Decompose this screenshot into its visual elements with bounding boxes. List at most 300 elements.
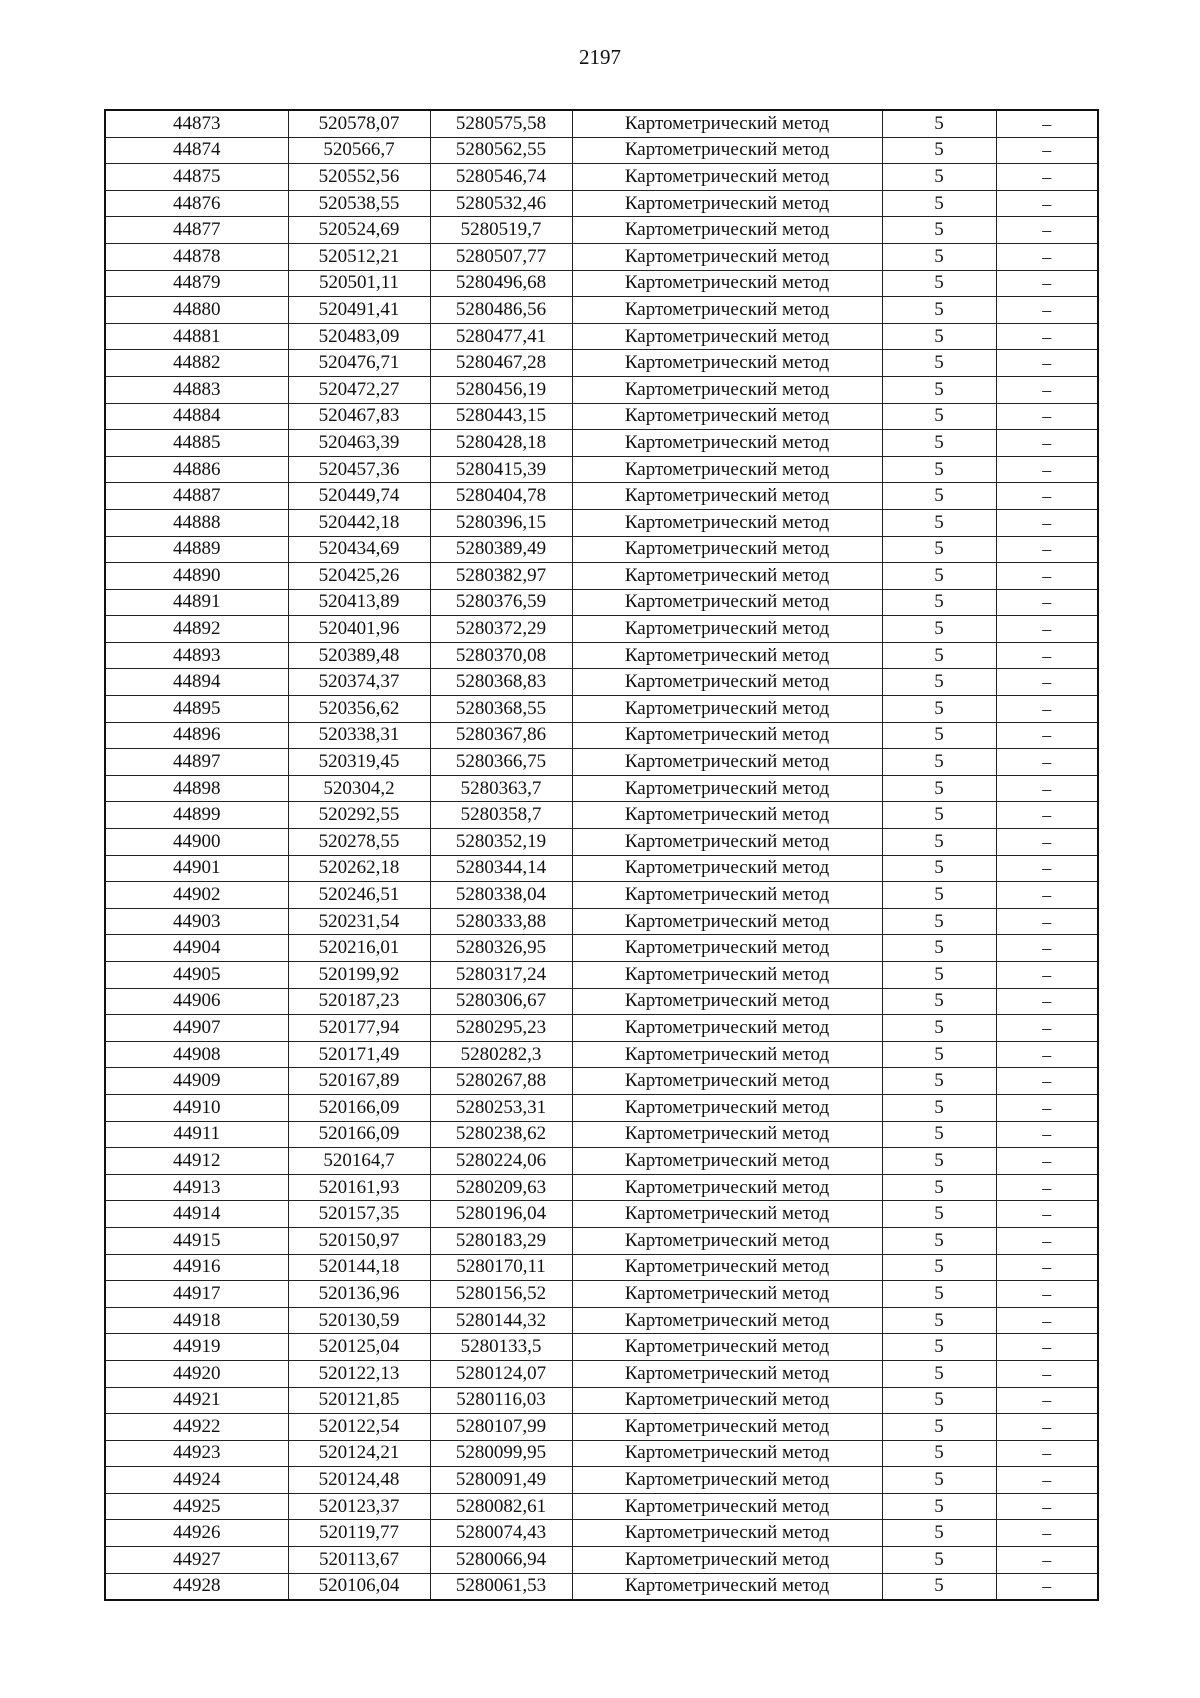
y-coordinate-cell: 5280066,94 bbox=[430, 1547, 572, 1574]
accuracy-cell: 5 bbox=[882, 696, 996, 723]
x-coordinate-cell: 520231,54 bbox=[288, 908, 430, 935]
y-coordinate-cell: 5280507,77 bbox=[430, 243, 572, 270]
x-coordinate-cell: 520171,49 bbox=[288, 1041, 430, 1068]
x-coordinate-cell: 520491,41 bbox=[288, 297, 430, 324]
x-coordinate-cell: 520566,7 bbox=[288, 137, 430, 164]
note-cell: – bbox=[996, 1174, 1098, 1201]
method-cell: Картометрический метод bbox=[572, 1493, 882, 1520]
table-row bbox=[105, 1493, 1098, 1520]
note-cell: – bbox=[996, 1334, 1098, 1361]
y-coordinate-cell: 5280183,29 bbox=[430, 1227, 572, 1254]
note-cell: – bbox=[996, 642, 1098, 669]
y-coordinate-cell: 5280496,68 bbox=[430, 270, 572, 297]
note-cell: – bbox=[996, 1520, 1098, 1547]
accuracy-cell: 5 bbox=[882, 1360, 996, 1387]
point-number-cell: 44899 bbox=[105, 802, 288, 829]
accuracy-cell: 5 bbox=[882, 1440, 996, 1467]
x-coordinate-cell: 520356,62 bbox=[288, 696, 430, 723]
table-row bbox=[105, 1520, 1098, 1547]
table-row bbox=[105, 430, 1098, 457]
table-row bbox=[105, 243, 1098, 270]
point-number-cell: 44922 bbox=[105, 1414, 288, 1441]
point-number-cell: 44896 bbox=[105, 722, 288, 749]
x-coordinate-cell: 520113,67 bbox=[288, 1547, 430, 1574]
note-cell: – bbox=[996, 1068, 1098, 1095]
point-number-cell: 44891 bbox=[105, 589, 288, 616]
note-cell: – bbox=[996, 270, 1098, 297]
x-coordinate-cell: 520124,48 bbox=[288, 1467, 430, 1494]
accuracy-cell: 5 bbox=[882, 376, 996, 403]
point-number-cell: 44873 bbox=[105, 110, 288, 137]
y-coordinate-cell: 5280338,04 bbox=[430, 882, 572, 909]
accuracy-cell: 5 bbox=[882, 589, 996, 616]
method-cell: Картометрический метод bbox=[572, 1547, 882, 1574]
accuracy-cell: 5 bbox=[882, 509, 996, 536]
accuracy-cell: 5 bbox=[882, 1201, 996, 1228]
y-coordinate-cell: 5280133,5 bbox=[430, 1334, 572, 1361]
method-cell: Картометрический метод bbox=[572, 1227, 882, 1254]
table-row bbox=[105, 190, 1098, 217]
accuracy-cell: 5 bbox=[882, 1520, 996, 1547]
table-row bbox=[105, 1387, 1098, 1414]
point-number-cell: 44877 bbox=[105, 217, 288, 244]
method-cell: Картометрический метод bbox=[572, 350, 882, 377]
table-row bbox=[105, 1227, 1098, 1254]
table-row bbox=[105, 616, 1098, 643]
point-number-cell: 44905 bbox=[105, 962, 288, 989]
note-cell: – bbox=[996, 1360, 1098, 1387]
method-cell: Картометрический метод bbox=[572, 110, 882, 137]
x-coordinate-cell: 520177,94 bbox=[288, 1015, 430, 1042]
accuracy-cell: 5 bbox=[882, 1414, 996, 1441]
table-row bbox=[105, 1547, 1098, 1574]
accuracy-cell: 5 bbox=[882, 829, 996, 856]
table-row bbox=[105, 1573, 1098, 1600]
table-row bbox=[105, 1334, 1098, 1361]
accuracy-cell: 5 bbox=[882, 110, 996, 137]
x-coordinate-cell: 520278,55 bbox=[288, 829, 430, 856]
accuracy-cell: 5 bbox=[882, 563, 996, 590]
method-cell: Картометрический метод bbox=[572, 722, 882, 749]
table-row bbox=[105, 1068, 1098, 1095]
point-number-cell: 44913 bbox=[105, 1174, 288, 1201]
point-number-cell: 44902 bbox=[105, 882, 288, 909]
method-cell: Картометрический метод bbox=[572, 456, 882, 483]
note-cell: – bbox=[996, 137, 1098, 164]
y-coordinate-cell: 5280376,59 bbox=[430, 589, 572, 616]
point-number-cell: 44897 bbox=[105, 749, 288, 776]
x-coordinate-cell: 520425,26 bbox=[288, 563, 430, 590]
table-row bbox=[105, 1121, 1098, 1148]
method-cell: Картометрический метод bbox=[572, 1281, 882, 1308]
x-coordinate-cell: 520457,36 bbox=[288, 456, 430, 483]
accuracy-cell: 5 bbox=[882, 190, 996, 217]
table-row bbox=[105, 829, 1098, 856]
point-number-cell: 44878 bbox=[105, 243, 288, 270]
note-cell: – bbox=[996, 802, 1098, 829]
accuracy-cell: 5 bbox=[882, 616, 996, 643]
note-cell: – bbox=[996, 297, 1098, 324]
note-cell: – bbox=[996, 1467, 1098, 1494]
table-row bbox=[105, 323, 1098, 350]
note-cell: – bbox=[996, 1254, 1098, 1281]
method-cell: Картометрический метод bbox=[572, 217, 882, 244]
note-cell: – bbox=[996, 855, 1098, 882]
point-number-cell: 44904 bbox=[105, 935, 288, 962]
point-number-cell: 44927 bbox=[105, 1547, 288, 1574]
table-row bbox=[105, 1174, 1098, 1201]
note-cell: – bbox=[996, 536, 1098, 563]
y-coordinate-cell: 5280575,58 bbox=[430, 110, 572, 137]
method-cell: Картометрический метод bbox=[572, 1121, 882, 1148]
table-row bbox=[105, 642, 1098, 669]
point-number-cell: 44912 bbox=[105, 1148, 288, 1175]
note-cell: – bbox=[996, 1414, 1098, 1441]
method-cell: Картометрический метод bbox=[572, 164, 882, 191]
coordinates-table bbox=[104, 109, 1099, 1601]
x-coordinate-cell: 520401,96 bbox=[288, 616, 430, 643]
table-row bbox=[105, 962, 1098, 989]
y-coordinate-cell: 5280404,78 bbox=[430, 483, 572, 510]
y-coordinate-cell: 5280415,39 bbox=[430, 456, 572, 483]
note-cell: – bbox=[996, 217, 1098, 244]
table-row bbox=[105, 775, 1098, 802]
point-number-cell: 44910 bbox=[105, 1094, 288, 1121]
method-cell: Картометрический метод bbox=[572, 696, 882, 723]
x-coordinate-cell: 520476,71 bbox=[288, 350, 430, 377]
y-coordinate-cell: 5280317,24 bbox=[430, 962, 572, 989]
y-coordinate-cell: 5280170,11 bbox=[430, 1254, 572, 1281]
accuracy-cell: 5 bbox=[882, 962, 996, 989]
point-number-cell: 44918 bbox=[105, 1307, 288, 1334]
accuracy-cell: 5 bbox=[882, 1148, 996, 1175]
method-cell: Картометрический метод bbox=[572, 829, 882, 856]
point-number-cell: 44926 bbox=[105, 1520, 288, 1547]
x-coordinate-cell: 520262,18 bbox=[288, 855, 430, 882]
x-coordinate-cell: 520166,09 bbox=[288, 1121, 430, 1148]
accuracy-cell: 5 bbox=[882, 536, 996, 563]
point-number-cell: 44880 bbox=[105, 297, 288, 324]
x-coordinate-cell: 520124,21 bbox=[288, 1440, 430, 1467]
x-coordinate-cell: 520119,77 bbox=[288, 1520, 430, 1547]
x-coordinate-cell: 520144,18 bbox=[288, 1254, 430, 1281]
method-cell: Картометрический метод bbox=[572, 1307, 882, 1334]
accuracy-cell: 5 bbox=[882, 243, 996, 270]
point-number-cell: 44892 bbox=[105, 616, 288, 643]
method-cell: Картометрический метод bbox=[572, 536, 882, 563]
note-cell: – bbox=[996, 696, 1098, 723]
table-row bbox=[105, 722, 1098, 749]
y-coordinate-cell: 5280116,03 bbox=[430, 1387, 572, 1414]
x-coordinate-cell: 520136,96 bbox=[288, 1281, 430, 1308]
accuracy-cell: 5 bbox=[882, 642, 996, 669]
table-row bbox=[105, 988, 1098, 1015]
y-coordinate-cell: 5280477,41 bbox=[430, 323, 572, 350]
point-number-cell: 44923 bbox=[105, 1440, 288, 1467]
point-number-cell: 44890 bbox=[105, 563, 288, 590]
page-number: 2197 bbox=[579, 45, 621, 69]
method-cell: Картометрический метод bbox=[572, 243, 882, 270]
point-number-cell: 44901 bbox=[105, 855, 288, 882]
y-coordinate-cell: 5280562,55 bbox=[430, 137, 572, 164]
table-body bbox=[105, 110, 1098, 1600]
accuracy-cell: 5 bbox=[882, 403, 996, 430]
method-cell: Картометрический метод bbox=[572, 616, 882, 643]
table-row bbox=[105, 1201, 1098, 1228]
point-number-cell: 44879 bbox=[105, 270, 288, 297]
y-coordinate-cell: 5280107,99 bbox=[430, 1414, 572, 1441]
method-cell: Картометрический метод bbox=[572, 403, 882, 430]
table-row bbox=[105, 935, 1098, 962]
point-number-cell: 44895 bbox=[105, 696, 288, 723]
note-cell: – bbox=[996, 376, 1098, 403]
table-row bbox=[105, 749, 1098, 776]
point-number-cell: 44885 bbox=[105, 430, 288, 457]
table-row bbox=[105, 563, 1098, 590]
method-cell: Картометрический метод bbox=[572, 1334, 882, 1361]
method-cell: Картометрический метод bbox=[572, 430, 882, 457]
point-number-cell: 44884 bbox=[105, 403, 288, 430]
x-coordinate-cell: 520166,09 bbox=[288, 1094, 430, 1121]
point-number-cell: 44916 bbox=[105, 1254, 288, 1281]
y-coordinate-cell: 5280144,32 bbox=[430, 1307, 572, 1334]
accuracy-cell: 5 bbox=[882, 1281, 996, 1308]
point-number-cell: 44928 bbox=[105, 1573, 288, 1600]
note-cell: – bbox=[996, 1094, 1098, 1121]
accuracy-cell: 5 bbox=[882, 1334, 996, 1361]
table-row bbox=[105, 1041, 1098, 1068]
table-row bbox=[105, 589, 1098, 616]
accuracy-cell: 5 bbox=[882, 1094, 996, 1121]
point-number-cell: 44875 bbox=[105, 164, 288, 191]
accuracy-cell: 5 bbox=[882, 1015, 996, 1042]
note-cell: – bbox=[996, 775, 1098, 802]
point-number-cell: 44919 bbox=[105, 1334, 288, 1361]
x-coordinate-cell: 520472,27 bbox=[288, 376, 430, 403]
method-cell: Картометрический метод bbox=[572, 855, 882, 882]
method-cell: Картометрический метод bbox=[572, 137, 882, 164]
x-coordinate-cell: 520292,55 bbox=[288, 802, 430, 829]
point-number-cell: 44907 bbox=[105, 1015, 288, 1042]
method-cell: Картометрический метод bbox=[572, 669, 882, 696]
note-cell: – bbox=[996, 509, 1098, 536]
table-row bbox=[105, 297, 1098, 324]
table-row bbox=[105, 1307, 1098, 1334]
accuracy-cell: 5 bbox=[882, 855, 996, 882]
note-cell: – bbox=[996, 1493, 1098, 1520]
point-number-cell: 44906 bbox=[105, 988, 288, 1015]
y-coordinate-cell: 5280333,88 bbox=[430, 908, 572, 935]
table-row bbox=[105, 350, 1098, 377]
x-coordinate-cell: 520442,18 bbox=[288, 509, 430, 536]
note-cell: – bbox=[996, 323, 1098, 350]
y-coordinate-cell: 5280372,29 bbox=[430, 616, 572, 643]
table-row bbox=[105, 882, 1098, 909]
point-number-cell: 44917 bbox=[105, 1281, 288, 1308]
note-cell: – bbox=[996, 430, 1098, 457]
point-number-cell: 44876 bbox=[105, 190, 288, 217]
x-coordinate-cell: 520246,51 bbox=[288, 882, 430, 909]
point-number-cell: 44888 bbox=[105, 509, 288, 536]
accuracy-cell: 5 bbox=[882, 988, 996, 1015]
point-number-cell: 44924 bbox=[105, 1467, 288, 1494]
y-coordinate-cell: 5280156,52 bbox=[430, 1281, 572, 1308]
y-coordinate-cell: 5280238,62 bbox=[430, 1121, 572, 1148]
x-coordinate-cell: 520164,7 bbox=[288, 1148, 430, 1175]
accuracy-cell: 5 bbox=[882, 164, 996, 191]
note-cell: – bbox=[996, 1281, 1098, 1308]
accuracy-cell: 5 bbox=[882, 137, 996, 164]
y-coordinate-cell: 5280382,97 bbox=[430, 563, 572, 590]
note-cell: – bbox=[996, 829, 1098, 856]
table-row bbox=[105, 696, 1098, 723]
x-coordinate-cell: 520449,74 bbox=[288, 483, 430, 510]
y-coordinate-cell: 5280061,53 bbox=[430, 1573, 572, 1600]
y-coordinate-cell: 5280519,7 bbox=[430, 217, 572, 244]
y-coordinate-cell: 5280124,07 bbox=[430, 1360, 572, 1387]
note-cell: – bbox=[996, 882, 1098, 909]
y-coordinate-cell: 5280074,43 bbox=[430, 1520, 572, 1547]
table-row bbox=[105, 1281, 1098, 1308]
note-cell: – bbox=[996, 1573, 1098, 1600]
table-row bbox=[105, 456, 1098, 483]
note-cell: – bbox=[996, 483, 1098, 510]
x-coordinate-cell: 520130,59 bbox=[288, 1307, 430, 1334]
table-row bbox=[105, 403, 1098, 430]
table-row bbox=[105, 483, 1098, 510]
note-cell: – bbox=[996, 749, 1098, 776]
method-cell: Картометрический метод bbox=[572, 802, 882, 829]
accuracy-cell: 5 bbox=[882, 1307, 996, 1334]
method-cell: Картометрический метод bbox=[572, 376, 882, 403]
note-cell: – bbox=[996, 908, 1098, 935]
y-coordinate-cell: 5280546,74 bbox=[430, 164, 572, 191]
x-coordinate-cell: 520538,55 bbox=[288, 190, 430, 217]
x-coordinate-cell: 520125,04 bbox=[288, 1334, 430, 1361]
note-cell: – bbox=[996, 1148, 1098, 1175]
accuracy-cell: 5 bbox=[882, 722, 996, 749]
method-cell: Картометрический метод bbox=[572, 882, 882, 909]
x-coordinate-cell: 520304,2 bbox=[288, 775, 430, 802]
point-number-cell: 44903 bbox=[105, 908, 288, 935]
table-row bbox=[105, 376, 1098, 403]
point-number-cell: 44915 bbox=[105, 1227, 288, 1254]
x-coordinate-cell: 520552,56 bbox=[288, 164, 430, 191]
point-number-cell: 44893 bbox=[105, 642, 288, 669]
y-coordinate-cell: 5280209,63 bbox=[430, 1174, 572, 1201]
x-coordinate-cell: 520106,04 bbox=[288, 1573, 430, 1600]
y-coordinate-cell: 5280368,55 bbox=[430, 696, 572, 723]
method-cell: Картометрический метод bbox=[572, 1387, 882, 1414]
x-coordinate-cell: 520319,45 bbox=[288, 749, 430, 776]
x-coordinate-cell: 520463,39 bbox=[288, 430, 430, 457]
x-coordinate-cell: 520434,69 bbox=[288, 536, 430, 563]
method-cell: Картометрический метод bbox=[572, 1573, 882, 1600]
accuracy-cell: 5 bbox=[882, 1467, 996, 1494]
table-row bbox=[105, 1360, 1098, 1387]
y-coordinate-cell: 5280082,61 bbox=[430, 1493, 572, 1520]
note-cell: – bbox=[996, 243, 1098, 270]
x-coordinate-cell: 520157,35 bbox=[288, 1201, 430, 1228]
y-coordinate-cell: 5280370,08 bbox=[430, 642, 572, 669]
method-cell: Картометрический метод bbox=[572, 270, 882, 297]
method-cell: Картометрический метод bbox=[572, 935, 882, 962]
x-coordinate-cell: 520578,07 bbox=[288, 110, 430, 137]
y-coordinate-cell: 5280282,3 bbox=[430, 1041, 572, 1068]
accuracy-cell: 5 bbox=[882, 483, 996, 510]
note-cell: – bbox=[996, 589, 1098, 616]
accuracy-cell: 5 bbox=[882, 1387, 996, 1414]
point-number-cell: 44920 bbox=[105, 1360, 288, 1387]
y-coordinate-cell: 5280344,14 bbox=[430, 855, 572, 882]
note-cell: – bbox=[996, 1041, 1098, 1068]
accuracy-cell: 5 bbox=[882, 217, 996, 244]
point-number-cell: 44894 bbox=[105, 669, 288, 696]
x-coordinate-cell: 520199,92 bbox=[288, 962, 430, 989]
note-cell: – bbox=[996, 616, 1098, 643]
point-number-cell: 44921 bbox=[105, 1387, 288, 1414]
table-row bbox=[105, 509, 1098, 536]
method-cell: Картометрический метод bbox=[572, 642, 882, 669]
point-number-cell: 44886 bbox=[105, 456, 288, 483]
note-cell: – bbox=[996, 1547, 1098, 1574]
y-coordinate-cell: 5280224,06 bbox=[430, 1148, 572, 1175]
method-cell: Картометрический метод bbox=[572, 1360, 882, 1387]
note-cell: – bbox=[996, 962, 1098, 989]
method-cell: Картометрический метод bbox=[572, 509, 882, 536]
method-cell: Картометрический метод bbox=[572, 483, 882, 510]
y-coordinate-cell: 5280532,46 bbox=[430, 190, 572, 217]
point-number-cell: 44889 bbox=[105, 536, 288, 563]
accuracy-cell: 5 bbox=[882, 908, 996, 935]
method-cell: Картометрический метод bbox=[572, 1094, 882, 1121]
x-coordinate-cell: 520467,83 bbox=[288, 403, 430, 430]
method-cell: Картометрический метод bbox=[572, 1440, 882, 1467]
method-cell: Картометрический метод bbox=[572, 297, 882, 324]
table-row bbox=[105, 1015, 1098, 1042]
accuracy-cell: 5 bbox=[882, 882, 996, 909]
accuracy-cell: 5 bbox=[882, 1547, 996, 1574]
accuracy-cell: 5 bbox=[882, 1227, 996, 1254]
note-cell: – bbox=[996, 350, 1098, 377]
table-row bbox=[105, 1467, 1098, 1494]
method-cell: Картометрический метод bbox=[572, 1254, 882, 1281]
point-number-cell: 44914 bbox=[105, 1201, 288, 1228]
point-number-cell: 44908 bbox=[105, 1041, 288, 1068]
table-row bbox=[105, 855, 1098, 882]
method-cell: Картометрический метод bbox=[572, 190, 882, 217]
x-coordinate-cell: 520501,11 bbox=[288, 270, 430, 297]
y-coordinate-cell: 5280352,19 bbox=[430, 829, 572, 856]
method-cell: Картометрический метод bbox=[572, 749, 882, 776]
point-number-cell: 44900 bbox=[105, 829, 288, 856]
note-cell: – bbox=[996, 1015, 1098, 1042]
table-row bbox=[105, 1254, 1098, 1281]
x-coordinate-cell: 520374,37 bbox=[288, 669, 430, 696]
note-cell: – bbox=[996, 722, 1098, 749]
note-cell: – bbox=[996, 935, 1098, 962]
accuracy-cell: 5 bbox=[882, 1068, 996, 1095]
point-number-cell: 44909 bbox=[105, 1068, 288, 1095]
note-cell: – bbox=[996, 988, 1098, 1015]
x-coordinate-cell: 520122,54 bbox=[288, 1414, 430, 1441]
table-row bbox=[105, 1148, 1098, 1175]
note-cell: – bbox=[996, 563, 1098, 590]
note-cell: – bbox=[996, 1307, 1098, 1334]
y-coordinate-cell: 5280467,28 bbox=[430, 350, 572, 377]
note-cell: – bbox=[996, 403, 1098, 430]
y-coordinate-cell: 5280428,18 bbox=[430, 430, 572, 457]
